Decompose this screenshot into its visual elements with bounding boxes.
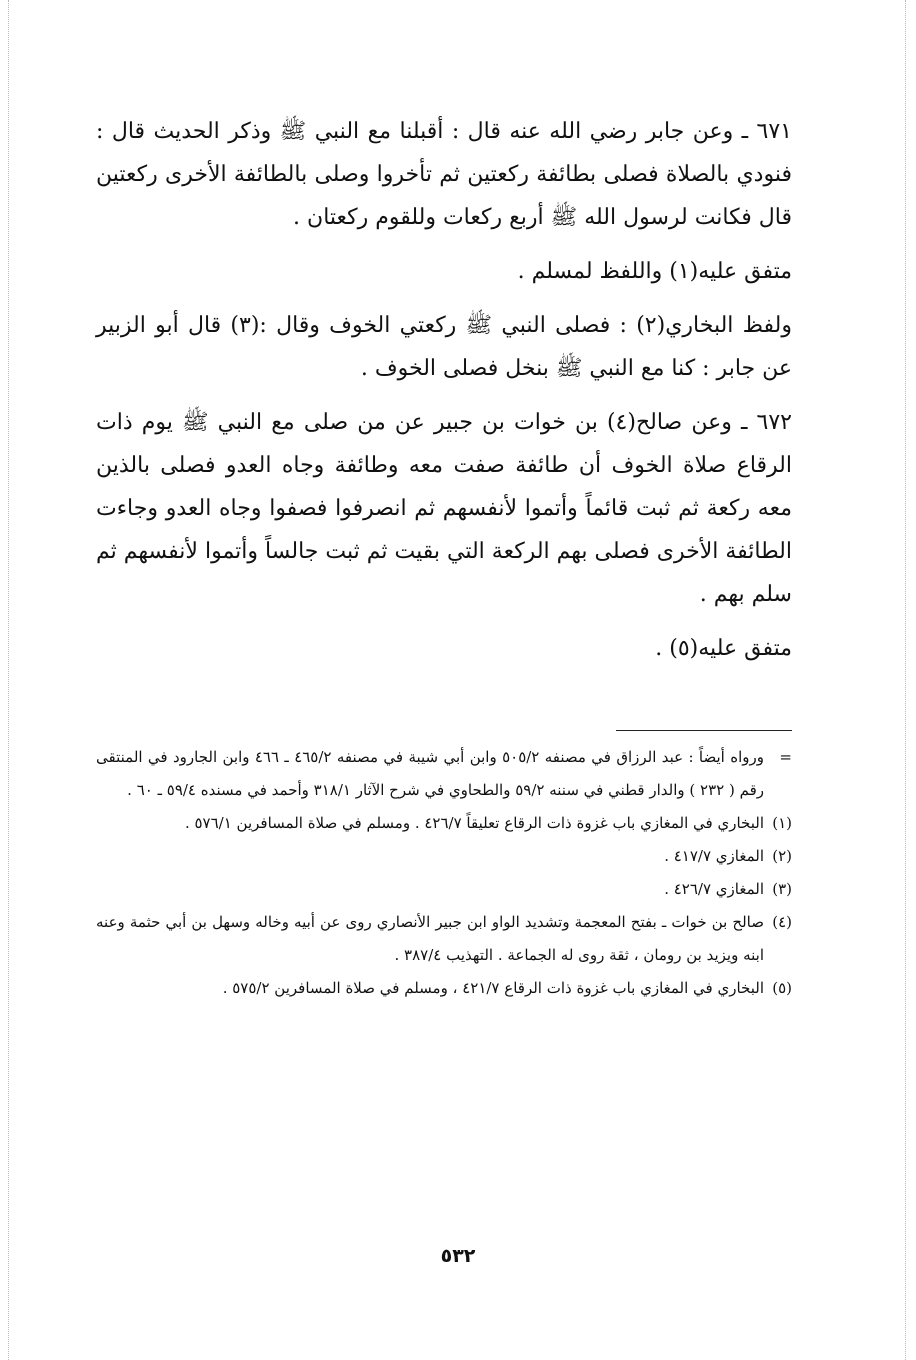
hadith-671-source: متفق عليه(١) واللفظ لمسلم . [517, 259, 792, 284]
footnote-text: المغازي ٤٢٦/٧ . [664, 880, 764, 898]
footnote-text: البخاري في المغازي باب غزوة ذات الرقاع تعليقاً ٤٢٦/٧ . ومسلم في صلاة المسافرين ٥٧٦/١ . [184, 814, 764, 832]
page-body [96, 110, 792, 1005]
footnote-divider [616, 730, 792, 731]
scan-edge-line-left [8, 0, 9, 1360]
main-text [96, 110, 792, 670]
footnote-text: البخاري في المغازي باب غزوة ذات الرقاع ٤٢١/٧ ، ومسلم في صلاة المسافرين ٥٧٥/٢ . [222, 979, 764, 997]
hadith-672: ٦٧٢ ـ وعن صالح(٤) بن خوات بن جبير عن من صلى مع النبي ﷺ يوم ذات الرقاع صلاة الخوف أن طائفة صفت معه وطائفة وجاه العدو فصلى بالذين معه ركعة ثم ثبت قائماً وأتموا لأنفسهم ثم انصرفوا فصفوا وجاه العدو وجاءت الطائفة الأخرى فصلى بهم الركعة التي بقيت ثم ثبت جالساً وأتموا لأنفسهم ثم سلم بهم . [96, 410, 792, 607]
hadith-672-source: متفق عليه(٥) . [655, 636, 792, 661]
footnote-marker: = [779, 748, 792, 766]
footnote-text: المغازي ٤١٧/٧ . [664, 847, 764, 865]
footnote-3 [96, 873, 792, 906]
footnote-marker: (٣) [772, 880, 792, 898]
scan-edge-line-right [905, 0, 906, 1360]
footnote-marker: (٥) [772, 979, 792, 997]
hadith-671: ٦٧١ ـ وعن جابر رضي الله عنه قال : أقبلنا مع النبي ﷺ وذكر الحديث قال : فنودي بالصلاة فصلى بطائفة ركعتين ثم تأخروا وصلى بالطائفة الأخرى ركعتين قال فكانت لرسول الله ﷺ أربع ركعات وللقوم ركعتان . [96, 119, 792, 230]
bukhari-wording: ولفظ البخاري(٢) : فصلى النبي ﷺ ركعتي الخوف وقال :(٣) قال أبو الزبير عن جابر : كنا مع النبي ﷺ بنخل فصلى الخوف . [96, 313, 793, 381]
footnote-text: ورواه أيضاً : عبد الرزاق في مصنفه ٥٠٥/٢ وابن أبي شيبة في مصنفه ٤٦٥/٢ ـ ٤٦٦ وابن الجارود في المنتقى رقم ( ٢٣٢ ) والدار قطني في سننه ٥٩/٢ والطحاوي في شرح الآثار ٣١٨/١ وأحمد في مسنده ٥٩/٤ ـ ٦٠ . [96, 748, 764, 799]
footnote-4 [96, 906, 792, 972]
footnote-marker: (٢) [772, 847, 792, 865]
footnote-1 [96, 807, 792, 840]
footnote-2 [96, 840, 792, 873]
footnotes [96, 741, 792, 1005]
footnote-continued [96, 741, 792, 807]
footnote-marker: (١) [772, 814, 792, 832]
footnote-5 [96, 972, 792, 1005]
footnote-text: صالح بن خوات ـ بفتح المعجمة وتشديد الواو ابن جبير الأنصاري روى عن أبيه وخاله وسهل بن أبي حثمة وعنه ابنه ويزيد بن رومان ، ثقة روى له الجماعة . التهذيب ٣٨٧/٤ . [96, 913, 764, 964]
page-number: ٥٣٢ [440, 1245, 476, 1267]
footnote-marker: (٤) [772, 913, 792, 931]
